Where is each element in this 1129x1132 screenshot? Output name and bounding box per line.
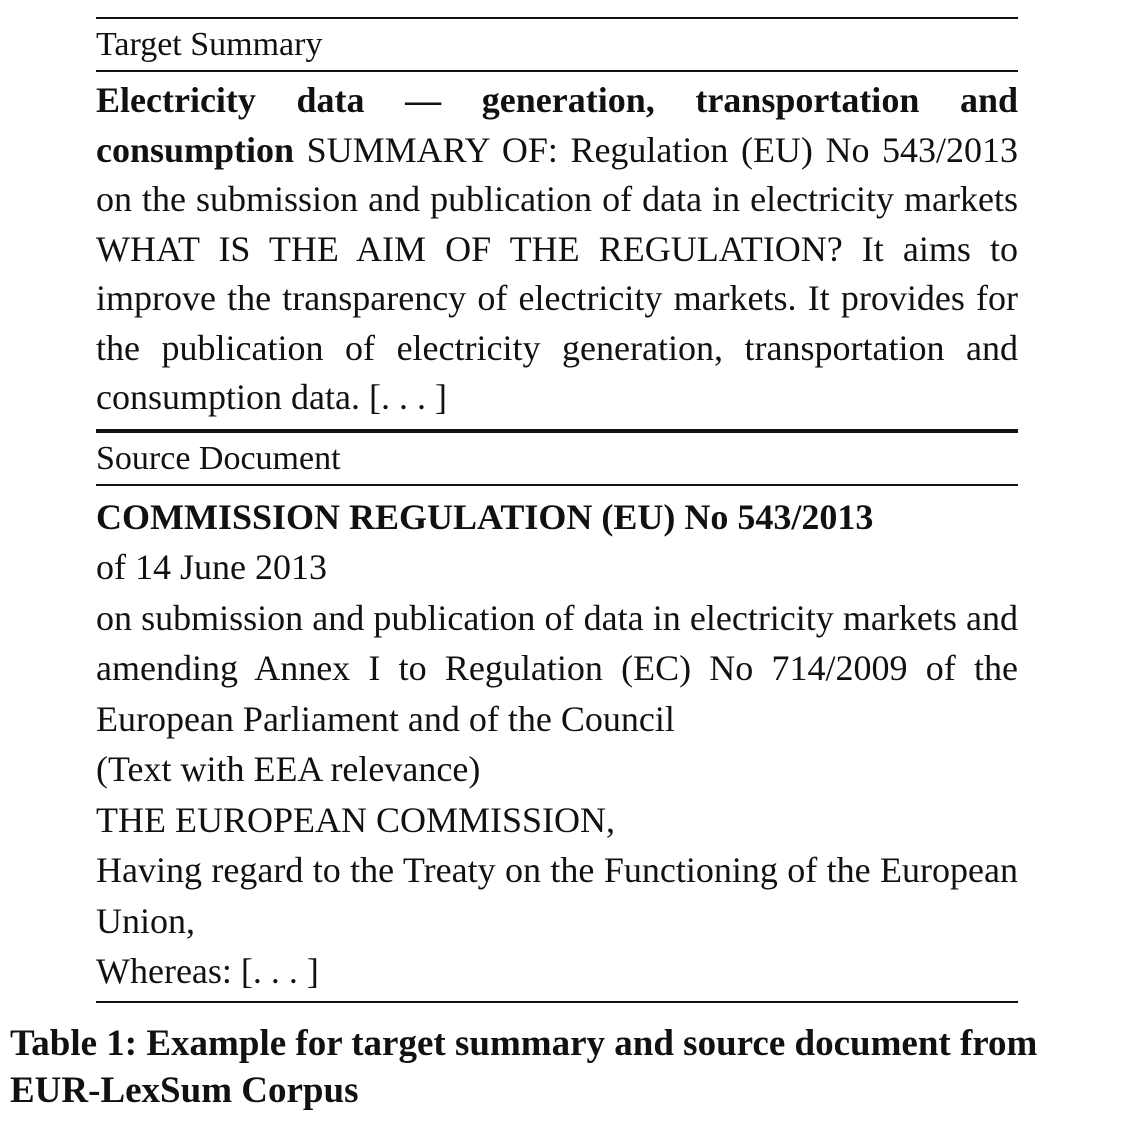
source-title: COMMISSION REGULATION (EU) No 543/2013 bbox=[96, 496, 874, 537]
example-table bbox=[96, 17, 1018, 1003]
table-caption: Table 1: Example for target summary and source document from EUR-LexSum Corpus bbox=[10, 1023, 1038, 1111]
source-document-header: Source Document bbox=[96, 439, 341, 477]
source-whereas: Whereas: [. . . ] bbox=[96, 951, 319, 991]
source-commission: THE EUROPEAN COMMISSION, bbox=[96, 799, 616, 840]
target-summary-cell bbox=[96, 72, 1018, 429]
target-summary-title: Electricity data — generation, transportation and consumption bbox=[96, 80, 1018, 170]
source-document-cell bbox=[96, 486, 1018, 1001]
target-summary-header: Target Summary bbox=[96, 26, 323, 63]
bottom-rule bbox=[96, 1001, 1018, 1003]
target-summary-text: SUMMARY OF: Regulation (EU) No 543/2013 on the submission and publication of data in electricity markets WHAT IS THE AIM OF THE REGULATION? It aims to improve the transparency of electricity markets. It provides for the publication of electricity generation, transportation and consumption data. [. . . ] bbox=[96, 129, 1019, 417]
source-date: of 14 June 2013 bbox=[96, 547, 327, 587]
source-subject: on submission and publication of data in electricity markets and amending Annex I to Regulation (EC) No 714/2009 of the European Parliament and of the Council bbox=[96, 597, 1018, 739]
source-regard: Having regard to the Treaty on the Functioning of the European Union, bbox=[96, 850, 1018, 941]
source-relevance: (Text with EEA relevance) bbox=[96, 749, 481, 789]
